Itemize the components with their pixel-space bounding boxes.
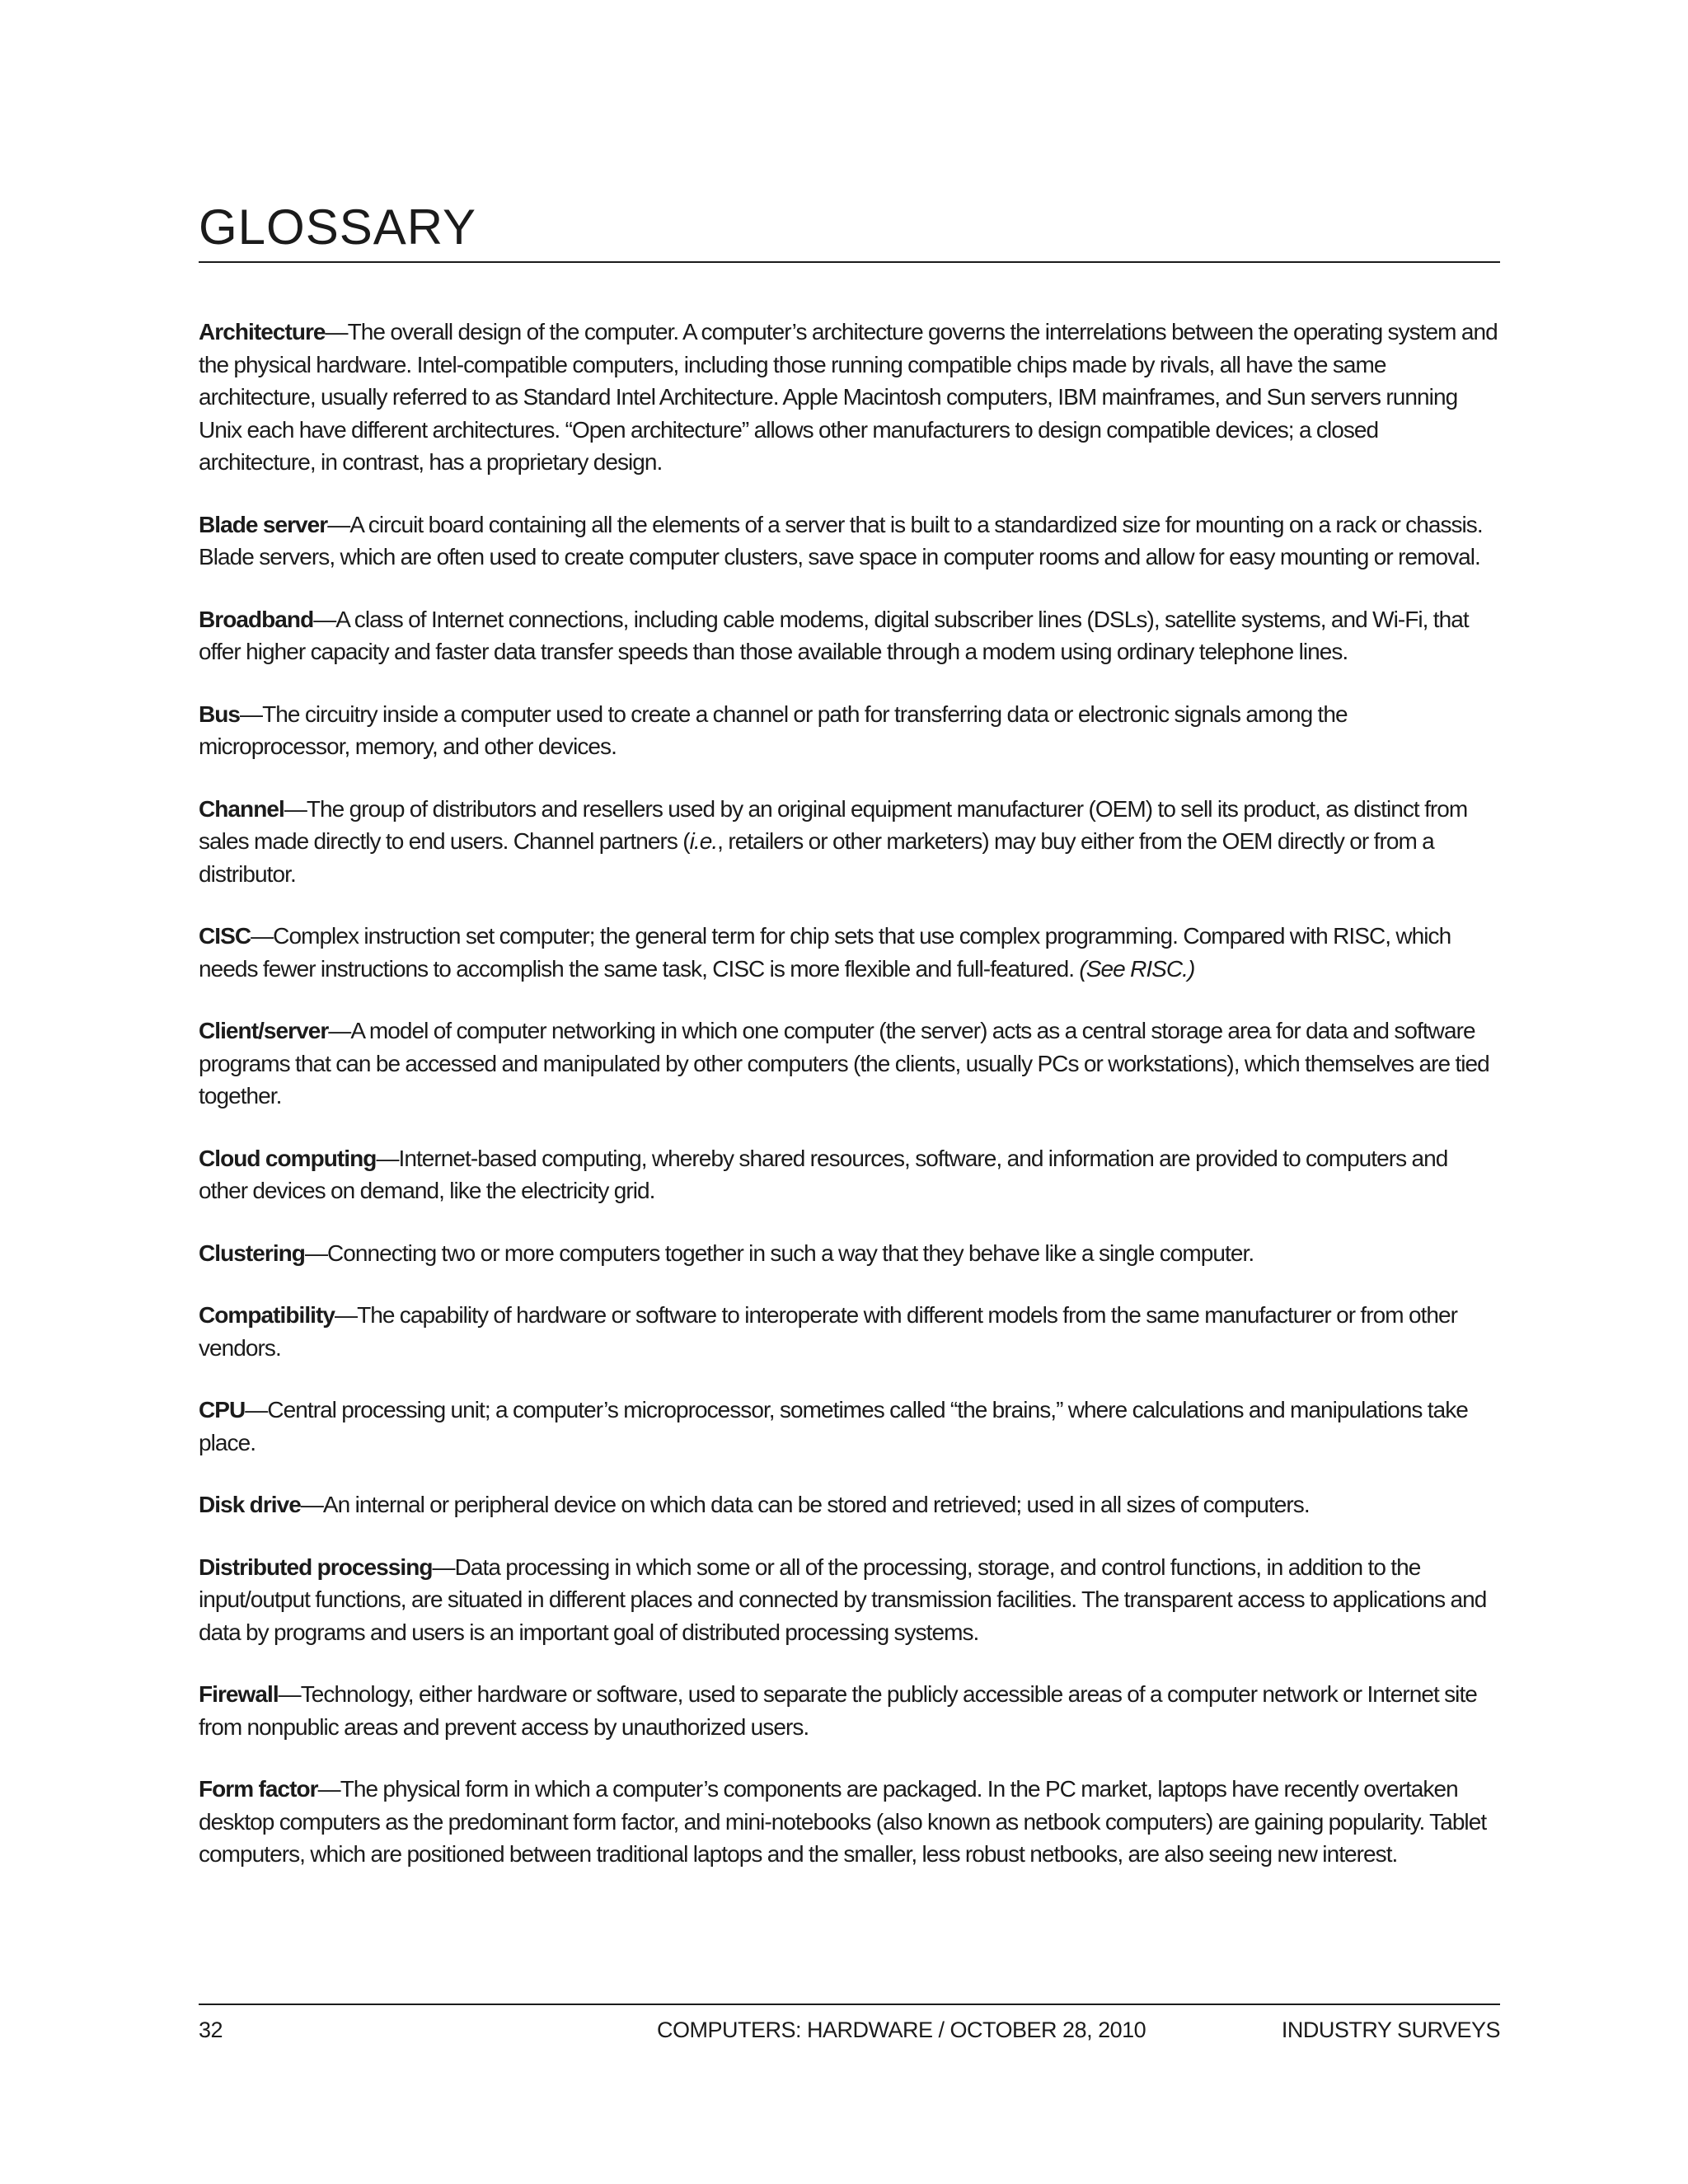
glossary-entry-distributed-processing xyxy=(199,1551,1500,1649)
term-separator: — xyxy=(335,1302,358,1328)
glossary-definition: A circuit board containing all the elements of a server that is built to a standardized size for mounting on a rack or chassis. Blade servers, which are often used to create computer clusters, save space in computer rooms and allow for easy mounting or removal. xyxy=(199,511,1483,569)
glossary-definition: Complex instruction set computer; the general term for chip sets that use complex programming. Compared with RISC, which needs fewer instructions to accomplish the same task, CISC is more flexible and full-featured. xyxy=(199,923,1451,982)
cross-reference: (See RISC.) xyxy=(1079,955,1195,982)
term-separator: — xyxy=(325,319,348,344)
glossary-term: Form factor xyxy=(199,1776,318,1802)
footer-divider xyxy=(199,2004,1500,2005)
term-separator: — xyxy=(304,1240,328,1266)
glossary-term: Client/server xyxy=(199,1018,329,1043)
glossary-term: CISC xyxy=(199,923,251,949)
glossary-definition: Connecting two or more computers together in such a way that they behave like a single computer. xyxy=(327,1240,1254,1266)
term-separator: — xyxy=(245,1397,268,1422)
term-separator: — xyxy=(328,1018,351,1043)
glossary-entry-broadband xyxy=(199,603,1500,668)
glossary-definition: Technology, either hardware or software, used to separate the publicly accessible areas of a computer network or Internet site from nonpublic areas and prevent access by unauthorized users. xyxy=(199,1681,1477,1740)
glossary-entry-form-factor xyxy=(199,1773,1500,1871)
glossary-entry-cpu xyxy=(199,1394,1500,1459)
glossary-term: Blade server xyxy=(199,511,328,537)
glossary-term: Firewall xyxy=(199,1681,279,1707)
glossary-term: Bus xyxy=(199,701,241,727)
glossary-entry-blade-server xyxy=(199,509,1500,574)
series-name: INDUSTRY SURVEYS xyxy=(1281,2018,1500,2042)
term-separator: — xyxy=(327,511,350,537)
glossary-definition: A class of Internet connections, including cable modems, digital subscriber lines (DSLs), satellite systems, and Wi-Fi, that offer higher capacity and faster data transfer speeds than those available through a modem using ordinary telephone lines. xyxy=(199,606,1469,664)
glossary-term: Disk drive xyxy=(199,1492,301,1517)
publication-title: COMPUTERS: HARDWARE / OCTOBER 28, 2010 xyxy=(657,2018,1146,2042)
glossary-definition: The overall design of the computer. A computer’s architecture governs the interrelations between the operating system and the physical hardware. Intel-compatible computers, including those running compatible chips made by rivals, all have the same architecture, usually referred to as Standard Intel Architecture. Apple Macintosh computers, IBM mainframes, and Sun servers running Unix each have different architectures. “Open architecture” allows other manufacturers to design compatible devices; a closed architecture, in contrast, has a proprietary design. xyxy=(199,319,1498,475)
glossary-entry-firewall xyxy=(199,1678,1500,1743)
glossary-definition-italic: i.e. xyxy=(689,828,718,854)
glossary-term: Compatibility xyxy=(199,1302,335,1328)
glossary-definition: The circuitry inside a computer used to create a channel or path for transferring data or electronic signals among the microprocessor, memory, and other devices. xyxy=(199,701,1348,759)
glossary-term: Distributed processing xyxy=(199,1554,433,1580)
glossary-definition: Data processing in which some or all of the processing, storage, and control functions, in addition to the input/output functions, are situated in different places and connected by transmission facilities. The transparent access to applications and data by programs and users is an important goal of distributed processing systems. xyxy=(199,1554,1487,1645)
glossary-definition: The capability of hardware or software to interoperate with different models from the same manufacturer or from other vendors. xyxy=(199,1302,1458,1361)
term-separator: — xyxy=(300,1492,323,1517)
glossary-entry-cisc xyxy=(199,920,1500,985)
term-separator: — xyxy=(251,923,274,949)
term-separator: — xyxy=(313,606,336,632)
glossary-term: Broadband xyxy=(199,606,314,632)
term-separator: — xyxy=(278,1681,301,1707)
term-separator: — xyxy=(376,1145,399,1171)
glossary-definition: The physical form in which a computer’s components are packaged. In the PC market, laptops have recently overtaken desktop computers as the predominant form factor, and mini-notebooks (also known as netbook computers) are gaining popularity. Tablet computers, which are positioned between traditional laptops and the smaller, less robust netbooks, are also seeing new interest. xyxy=(199,1776,1487,1867)
glossary-entry-clustering xyxy=(199,1237,1500,1270)
glossary-definition: Central processing unit; a computer’s microprocessor, sometimes called “the brains,” where calculations and manipulations take place. xyxy=(199,1397,1468,1455)
glossary-entry-disk-drive xyxy=(199,1488,1500,1521)
glossary-list xyxy=(199,316,1500,1900)
glossary-entry-bus xyxy=(199,698,1500,763)
glossary-entry-cloud-computing xyxy=(199,1142,1500,1207)
glossary-term: Channel xyxy=(199,795,284,822)
glossary-term: CPU xyxy=(199,1397,246,1422)
glossary-term: Architecture xyxy=(199,319,326,344)
term-separator: — xyxy=(432,1554,455,1580)
glossary-entry-compatibility xyxy=(199,1299,1500,1364)
glossary-term: Clustering xyxy=(199,1240,305,1266)
glossary-term: Cloud computing xyxy=(199,1145,377,1171)
term-separator: — xyxy=(317,1776,340,1802)
glossary-definition: A model of computer networking in which one computer (the server) acts as a central storage area for data and software programs that can be accessed and manipulated by other computers (the clients, usually PCs or workstations), which themselves are tied together. xyxy=(199,1018,1489,1108)
glossary-entry-architecture xyxy=(199,316,1500,479)
title-divider xyxy=(199,261,1500,263)
term-separator: — xyxy=(284,795,307,822)
glossary-entry-client-server xyxy=(199,1015,1500,1113)
glossary-entry-channel xyxy=(199,793,1500,891)
page-number: 32 xyxy=(199,2018,223,2042)
glossary-definition: The group of distributors and resellers used by an original equipment manufacturer (OEM) to sell its product, as distinct from sales made directly to end users. Channel partners ( xyxy=(199,795,1468,854)
glossary-definition-continued: , retailers or other marketers) may buy either from the OEM directly or from a distributor. xyxy=(199,828,1434,887)
term-separator: — xyxy=(240,701,263,727)
glossary-definition: An internal or peripheral device on which data can be stored and retrieved; used in all sizes of computers. xyxy=(322,1492,1310,1517)
page-title: GLOSSARY xyxy=(199,199,477,255)
glossary-definition: Internet-based computing, whereby shared resources, software, and information are provided to computers and other devices on demand, like the electricity grid. xyxy=(199,1145,1448,1203)
